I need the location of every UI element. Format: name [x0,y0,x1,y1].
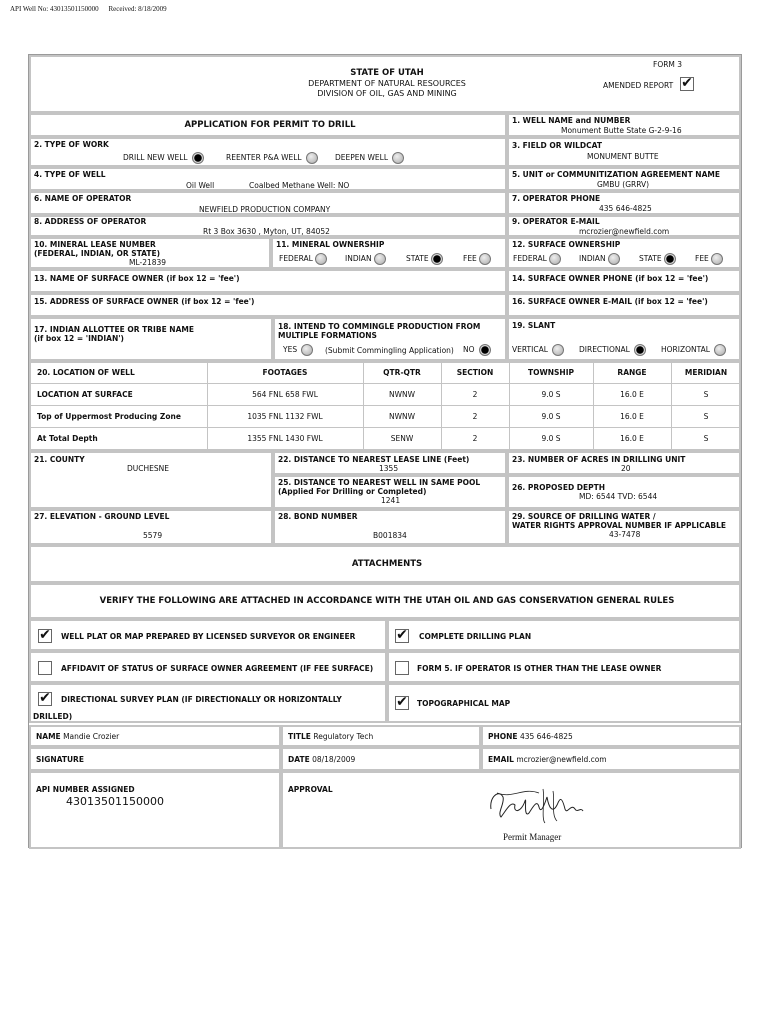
api-well-no: API Well No: 43013501150000 [10,5,99,13]
field-10-label: 10. MINERAL LEASE NUMBER [34,240,156,249]
mineral-federal-label: FEDERAL [279,254,313,263]
surface-federal-label: FEDERAL [513,254,547,263]
mineral-indian-option[interactable] [345,253,386,265]
table-cell: 2 [472,390,478,399]
application-title: APPLICATION FOR PERMIT TO DRILL [184,120,356,130]
well-plat-checkbox[interactable]: ✔ [39,627,51,643]
field-18-box [273,317,507,361]
loc-header-range: RANGE [617,368,647,377]
field-22-box [273,451,507,475]
surface-state-option[interactable] [639,253,676,265]
title-box [29,55,741,113]
slant-vertical-option[interactable] [512,344,564,356]
mineral-indian-radio[interactable] [374,253,386,265]
field-28-label: 28. BOND NUMBER [278,512,358,521]
date-field [288,755,355,764]
attachments-title: ATTACHMENTS [351,559,423,569]
email-box [481,747,741,771]
surface-fee-option[interactable] [695,253,723,265]
table-cell: 2 [472,412,478,421]
field-17-label-2: (if box 12 = 'INDIAN') [34,334,124,343]
field-14-box [507,269,741,293]
table-row-label: At Total Depth [37,434,98,443]
form5-checkbox[interactable] [395,661,409,675]
field-15-box [29,293,507,317]
verify-text: VERIFY THE FOLLOWING ARE ATTACHED IN ACCORDANCE WITH THE UTAH OIL AND GAS CONSERVATION GENERAL RULES [99,596,675,606]
application-title-box [29,113,507,137]
loc-header-section: SECTION [456,368,494,377]
loc-header-township: TOWNSHIP [527,368,574,377]
title-value: Regulatory Tech [313,732,374,741]
title-label: TITLE [288,732,311,741]
form5-label: FORM 5. IF OPERATOR IS OTHER THAN THE LEASE OWNER [417,664,662,673]
slant-vertical-radio[interactable] [552,344,564,356]
slant-horizontal-radio[interactable] [714,344,726,356]
field-10-label-2: (FEDERAL, INDIAN, OR STATE) [34,249,161,258]
table-cell: 9.0 S [541,390,561,399]
phone-field [488,732,573,741]
division-title: DIVISION OF OIL, GAS AND MINING [317,89,457,98]
reenter-option[interactable] [226,152,318,164]
field-12-box [507,237,741,269]
field-1-box [507,113,741,137]
bond-number-value: B001834 [373,531,407,540]
field-5-box [507,167,741,191]
field-18-label-2: MULTIPLE FORMATIONS [278,331,377,340]
verify-box [29,583,741,619]
surface-federal-radio[interactable] [549,253,561,265]
received-header [10,5,175,13]
slant-horizontal-option[interactable] [661,344,726,356]
date-label: DATE [288,755,310,764]
table-cell: 16.0 E [620,412,644,421]
drilling-plan-label: COMPLETE DRILLING PLAN [419,632,532,641]
field-29-label-2: WATER RIGHTS APPROVAL NUMBER IF APPLICABLE [512,521,727,530]
table-cell: 9.0 S [541,434,561,443]
well-plat-label: WELL PLAT OR MAP PREPARED BY LICENSED SURVEYOR OR ENGINEER [61,632,356,641]
api-label: API NUMBER ASSIGNED [36,785,135,794]
attachment-a1-box [29,619,387,651]
directional-survey-checkbox[interactable]: ✔ [39,690,51,706]
table-cell: 9.0 S [541,412,561,421]
drill-new-well-label: DRILL NEW WELL [123,153,188,162]
field-10-box [29,237,271,269]
field-17-label: 17. INDIAN ALLOTTEE OR TRIBE NAME [34,325,194,334]
field-7-box [507,191,741,215]
field-3-box [507,137,741,167]
field-16-box [507,293,741,317]
table-cell: 564 FNL 658 FWL [252,390,318,399]
operator-email-value: mcrozier@newfield.com [579,227,670,236]
operator-name-value: NEWFIELD PRODUCTION COMPANY [199,205,331,214]
table-cell: 1035 FNL 1132 FWL [247,412,323,421]
field-1-label: 1. WELL NAME and NUMBER [512,116,631,125]
signature-box [29,747,281,771]
field-13-label: 13. NAME OF SURFACE OWNER (if box 12 = 'fee') [34,274,240,283]
slant-vertical-label: VERTICAL [512,345,548,354]
surface-federal-option[interactable] [513,253,561,265]
name-box [29,725,281,747]
field-2-box [29,137,507,167]
commingle-no-radio[interactable] [479,344,491,356]
title-field [288,732,373,741]
deepen-option[interactable] [335,152,404,164]
field-4-box [29,167,507,191]
phone-label: PHONE [488,732,518,741]
field-15-label: 15. ADDRESS OF SURFACE OWNER (if box 12 = 'fee') [34,297,255,306]
table-cell: 16.0 E [620,390,644,399]
table-cell: SENW [390,434,414,443]
attachment-a2-box [387,619,741,651]
email-label: EMAIL [488,755,514,764]
location-table [29,361,741,451]
commingle-yes-radio[interactable] [301,344,313,356]
field-22-label: 22. DISTANCE TO NEAREST LEASE LINE (Feet) [278,455,470,464]
approval-signature [483,779,593,827]
deepen-label: DEEPEN WELL [335,153,389,162]
phone-value: 435 646-4825 [519,732,573,741]
field-26-label: 26. PROPOSED DEPTH [512,483,606,492]
well-type-value: Oil Well [186,181,215,190]
elevation-value: 5579 [143,531,163,540]
amended-report-checkbox[interactable]: ✔ [681,75,693,91]
mineral-fee-label: FEE [463,254,477,263]
field-7-label: 7. OPERATOR PHONE [512,194,601,203]
slant-directional-label: DIRECTIONAL [579,345,630,354]
name-field [36,732,119,741]
mineral-state-radio[interactable] [431,253,443,265]
unit-value: GMBU (GRRV) [597,180,650,189]
table-cell: NWNW [388,412,416,421]
field-23-box [507,451,741,475]
commingle-yes-option[interactable] [283,344,313,356]
form-number: FORM 3 [653,60,683,69]
field-29-box [507,509,741,545]
field-25-label-2: (Applied For Drilling or Completed) [278,487,427,496]
drill-new-well-radio[interactable] [192,152,204,164]
loc-header-footages: FOOTAGES [262,368,308,377]
attachment-a6-box [387,683,741,723]
surface-state-label: STATE [639,254,662,263]
field-25-label: 25. DISTANCE TO NEAREST WELL IN SAME POOL [278,478,481,487]
phone-box [481,725,741,747]
name-value: Mandie Crozier [63,732,120,741]
mineral-fee-radio[interactable] [479,253,491,265]
drilling-plan-checkbox[interactable]: ✔ [396,627,408,643]
mineral-state-option[interactable] [406,253,443,265]
slant-directional-radio[interactable] [634,344,646,356]
attachment-a3-box [29,651,387,683]
commingle-note: (Submit Commingling Application) [325,346,454,355]
field-6-label: 6. NAME OF OPERATOR [34,194,132,203]
field-12-label: 12. SURFACE OWNERSHIP [512,240,621,249]
attachments-title-box [29,545,741,583]
reenter-label: REENTER P&A WELL [226,153,302,162]
table-cell: S [703,434,709,443]
reenter-radio[interactable] [306,152,318,164]
api-box [29,771,281,849]
email-value: mcrozier@newfield.com [516,755,607,764]
surface-state-radio[interactable] [664,253,676,265]
field-21-label: 21. COUNTY [34,455,85,464]
loc-header-location: 20. LOCATION OF WELL [37,368,135,377]
field-23-label: 23. NUMBER OF ACRES IN DRILLING UNIT [512,455,686,464]
form-frame [28,54,742,848]
directional-survey-label: DIRECTIONAL SURVEY PLAN (IF DIRECTIONALLY OR HORIZONTALLY [61,695,342,704]
mineral-lease-value: ML-21839 [129,258,167,267]
nearest-well-value: 1241 [381,496,401,505]
field-6-box [29,191,507,215]
api-value: 43013501150000 [66,795,164,808]
deepen-radio[interactable] [392,152,404,164]
table-cell: S [703,390,709,399]
approval-box [281,771,741,849]
water-rights-value: 43-7478 [609,530,641,539]
field-19-box [507,317,741,361]
field-27-label: 27. ELEVATION - GROUND LEVEL [34,512,170,521]
field-25-box [273,475,507,509]
operator-address-value: Rt 3 Box 3630 , Myton, UT, 84052 [203,227,330,236]
mineral-state-label: STATE [406,254,429,263]
mineral-fee-option[interactable] [463,253,491,265]
table-cell: 16.0 E [620,434,644,443]
field-18-label: 18. INTEND TO COMMINGLE PRODUCTION FROM [278,322,481,331]
commingle-yes-label: YES [283,345,298,354]
attachment-a5-box [29,683,387,723]
coalbed-value: Coalbed Methane Well: NO [249,181,350,190]
date-box [281,747,481,771]
field-8-box [29,215,507,237]
mineral-federal-radio[interactable] [315,253,327,265]
slant-horizontal-label: HORIZONTAL [661,345,710,354]
approval-label: APPROVAL [288,785,333,794]
table-row-label: LOCATION AT SURFACE [37,390,133,399]
field-13-box [29,269,507,293]
loc-header-qtr: QTR-QTR [383,368,421,377]
field-9-box [507,215,741,237]
county-value: DUCHESNE [127,464,169,473]
lease-line-value: 1355 [379,464,399,473]
field-8-label: 8. ADDRESS OF OPERATOR [34,217,147,226]
field-value: MONUMENT BUTTE [587,152,659,161]
slant-directional-option[interactable] [579,344,646,356]
field-26-box [507,475,741,509]
state-title: STATE OF UTAH [350,68,424,78]
surface-indian-radio[interactable] [608,253,620,265]
field-2-label: 2. TYPE OF WORK [34,140,109,149]
mineral-indian-label: INDIAN [345,254,372,263]
field-21-box [29,451,273,509]
field-17-box [29,317,273,361]
email-field [488,755,607,764]
acres-value: 20 [621,464,631,473]
affidavit-label: AFFIDAVIT OF STATUS OF SURFACE OWNER AGREEMENT (IF FEE SURFACE) [61,664,374,673]
mineral-federal-option[interactable] [279,253,327,265]
table-cell: NWNW [388,390,416,399]
well-name-value: Monument Butte State G-2-9-16 [561,126,682,135]
field-28-box [273,509,507,545]
name-label: NAME [36,732,61,741]
field-14-label: 14. SURFACE OWNER PHONE (if box 12 = 'fee') [512,274,709,283]
topo-map-checkbox[interactable]: ✔ [396,694,408,710]
surface-indian-option[interactable] [579,253,620,265]
loc-header-meridian: MERIDIAN [684,368,728,377]
table-cell: 2 [472,434,478,443]
attachment-a4-box [387,651,741,683]
proposed-depth-value: MD: 6544 TVD: 6544 [579,492,658,501]
topo-map-label: TOPOGRAPHICAL MAP [417,699,511,708]
received-date: Received: 8/18/2009 [108,5,167,13]
field-29-label: 29. SOURCE OF DRILLING WATER / [512,512,656,521]
drill-new-well-option[interactable] [123,152,204,164]
table-cell: S [703,412,709,421]
date-value: 08/18/2009 [312,755,356,764]
signature-label: SIGNATURE [36,755,84,764]
commingle-no-option[interactable] [463,344,491,356]
operator-phone-value: 435 646-4825 [599,204,652,213]
dept-title: DEPARTMENT OF NATURAL RESOURCES [308,79,466,88]
field-9-label: 9. OPERATOR E-MAIL [512,217,600,226]
field-11-box [271,237,507,269]
table-row-label: Top of Uppermost Producing Zone [37,412,181,421]
field-11-label: 11. MINERAL OWNERSHIP [276,240,385,249]
field-16-label: 16. SURFACE OWNER E-MAIL (if box 12 = 'fee') [512,297,708,306]
affidavit-checkbox[interactable] [38,661,52,675]
surface-fee-radio[interactable] [711,253,723,265]
amended-report-label: AMENDED REPORT [603,81,674,90]
title-field-box [281,725,481,747]
field-27-box [29,509,273,545]
commingle-no-label: NO [463,345,475,354]
field-3-label: 3. FIELD OR WILDCAT [512,141,603,150]
field-4-label: 4. TYPE OF WELL [34,170,106,179]
surface-fee-label: FEE [695,254,709,263]
field-19-label: 19. SLANT [512,321,556,330]
field-5-label: 5. UNIT or COMMUNITIZATION AGREEMENT NAME [512,170,720,179]
permit-manager-label: Permit Manager [503,832,562,842]
table-cell: 1355 FNL 1430 FWL [247,434,323,443]
directional-survey-label-2: DRILLED) [33,712,73,721]
surface-indian-label: INDIAN [579,254,606,263]
